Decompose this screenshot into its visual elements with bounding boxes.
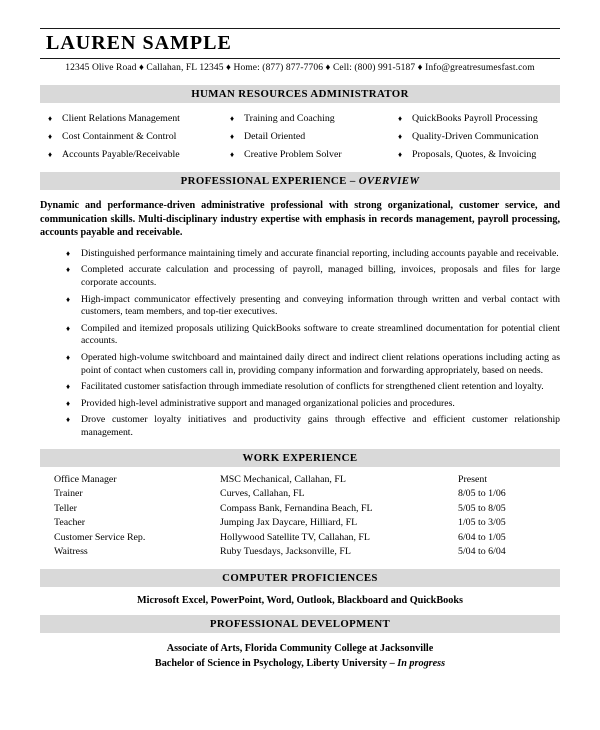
work-row	[54, 487, 560, 502]
diamond-bullet-icon: ♦	[48, 150, 53, 159]
skill-item	[398, 149, 560, 160]
bullet-text: Operated high-volume switchboard and maintained daily direct and indirect client relations operations including acting as point of contact when customers call in, providing company information and forwarding appropriately, based on needs.	[81, 351, 560, 376]
section-header-experience	[40, 172, 560, 190]
skills-grid	[48, 113, 560, 160]
company: Compass Bank, Fernandina Beach, FL	[220, 502, 373, 514]
diamond-bullet-icon: ♦	[230, 150, 235, 159]
bullet-item	[66, 294, 560, 319]
dates: 6/04 to 1/05	[458, 531, 506, 543]
bullet-text: Provided high-level administrative support and managed organizational policies and procedures.	[81, 397, 455, 409]
diamond-bullet-icon: ♦	[66, 248, 71, 258]
company: MSC Mechanical, Callahan, FL	[220, 473, 346, 485]
bullet-item	[66, 414, 560, 439]
diamond-bullet-icon: ♦	[230, 114, 235, 123]
diamond-bullet-icon: ♦	[48, 132, 53, 141]
diamond-bullet-icon: ♦	[66, 323, 71, 333]
skill-item	[48, 149, 230, 160]
diamond-bullet-icon: ♦	[66, 382, 71, 392]
skill-label: Training and Coaching	[244, 113, 335, 124]
work-row	[54, 473, 560, 488]
job-title: Trainer	[54, 488, 83, 500]
diamond-bullet-icon: ♦	[230, 132, 235, 141]
bullet-item	[66, 248, 560, 261]
work-row	[54, 516, 560, 531]
bullet-text: Drove customer loyalty initiatives and productivity gains through effective and efficient customer relationship management.	[81, 414, 560, 438]
job-title: Customer Service Rep.	[54, 531, 146, 543]
skill-label: Creative Problem Solver	[244, 149, 342, 160]
skill-item	[398, 131, 560, 142]
work-row	[54, 502, 560, 517]
skill-item	[48, 131, 230, 142]
diamond-bullet-icon: ♦	[66, 294, 71, 304]
dates: Present	[458, 473, 488, 485]
bullet-text: High-impact communicator effectively presenting and conveying information through written and verbal contact with customers, team members, and top-tier executives.	[81, 293, 560, 318]
skill-label: Client Relations Management	[62, 113, 180, 124]
diamond-bullet-icon: ♦	[398, 150, 403, 159]
section-header-experience-italic: OVERVIEW	[358, 175, 420, 187]
diamond-bullet-icon: ♦	[66, 415, 71, 425]
bullet-item	[66, 264, 560, 289]
skill-item	[230, 113, 398, 124]
bullet-item	[66, 352, 560, 377]
skill-item	[230, 131, 398, 142]
skill-label: Proposals, Quotes, & Invoicing	[412, 149, 537, 160]
section-header-experience-text: PROFESSIONAL EXPERIENCE –	[180, 175, 359, 187]
dates: 1/05 to 3/05	[458, 517, 506, 529]
bullet-text: Facilitated customer satisfaction through immediate resolution of conflicts for strengthened client retention and loyalty.	[81, 381, 544, 393]
work-row	[54, 531, 560, 546]
company: Ruby Tuesdays, Jacksonville, FL	[220, 546, 351, 558]
job-title: Teacher	[54, 517, 86, 529]
company: Jumping Jax Daycare, Hilliard, FL	[220, 517, 358, 529]
skill-label: Detail Oriented	[244, 131, 306, 142]
diamond-bullet-icon: ♦	[398, 132, 403, 141]
education-line-2-italic: In progress	[397, 657, 446, 669]
company: Hollywood Satellite TV, Callahan, FL	[220, 531, 370, 543]
education-line-1: Associate of Arts, Florida Community College at Jacksonville	[166, 642, 434, 654]
summary-paragraph: Dynamic and performance-driven administrative professional with strong organizational, customer service, and communication skills. Multi-disciplinary industry expertise with emphasis in records management, payroll processing, accounts payable and receivable.	[40, 200, 560, 239]
diamond-bullet-icon: ♦	[48, 114, 53, 123]
dates: 5/05 to 8/05	[458, 502, 506, 514]
work-row	[54, 545, 560, 560]
skill-item	[48, 113, 230, 124]
diamond-bullet-icon: ♦	[66, 398, 71, 408]
diamond-bullet-icon: ♦	[66, 265, 71, 275]
bullet-item	[66, 323, 560, 348]
job-title: Waitress	[54, 546, 88, 558]
diamond-bullet-icon: ♦	[398, 114, 403, 123]
section-header-work: WORK EXPERIENCE	[40, 449, 560, 467]
overview-bullet-list	[66, 248, 560, 440]
education-line-2	[40, 656, 560, 671]
bullet-text: Completed accurate calculation and processing of payroll, managed billing, invoices, proposals and files for large corporate accounts.	[81, 264, 560, 288]
dates: 5/04 to 6/04	[458, 546, 506, 558]
company: Curves, Callahan, FL	[220, 488, 305, 500]
education-line-2-text: Bachelor of Science in Psychology, Liberty University –	[154, 657, 398, 669]
section-header-development: PROFESSIONAL DEVELOPMENT	[40, 615, 560, 633]
work-experience-table	[54, 473, 560, 560]
skill-item	[230, 149, 398, 160]
skill-label: Cost Containment & Control	[62, 131, 177, 142]
name-divider	[40, 58, 560, 59]
section-header-computer: COMPUTER PROFICIENCES	[40, 569, 560, 587]
candidate-name: LAUREN SAMPLE	[46, 32, 232, 54]
skill-label: QuickBooks Payroll Processing	[412, 113, 538, 124]
skill-label: Accounts Payable/Receivable	[62, 149, 180, 160]
computer-skills-line: Microsoft Excel, PowerPoint, Word, Outlook, Blackboard and QuickBooks	[137, 594, 463, 606]
job-title: Teller	[54, 502, 77, 514]
bullet-item	[66, 398, 560, 411]
skill-label: Quality-Driven Communication	[412, 131, 539, 142]
bullet-text: Distinguished performance maintaining timely and accurate financial reporting, including accounts payable and receivable.	[81, 247, 559, 259]
bullet-item	[66, 381, 560, 394]
bullet-text: Compiled and itemized proposals utilizing QuickBooks software to create streamlined documentation for potential client accounts.	[81, 322, 560, 347]
contact-line: 12345 Olive Road ♦ Callahan, FL 12345 ♦ Home: (877) 877-7706 ♦ Cell: (800) 991-5187 ♦ Info@greatresumesfast.com	[65, 63, 535, 73]
section-header-role: HUMAN RESOURCES ADMINISTRATOR	[40, 85, 560, 103]
education-block	[40, 641, 560, 671]
job-title: Office Manager	[54, 473, 117, 485]
dates: 8/05 to 1/06	[458, 488, 506, 500]
skill-item	[398, 113, 560, 124]
diamond-bullet-icon: ♦	[66, 352, 71, 362]
